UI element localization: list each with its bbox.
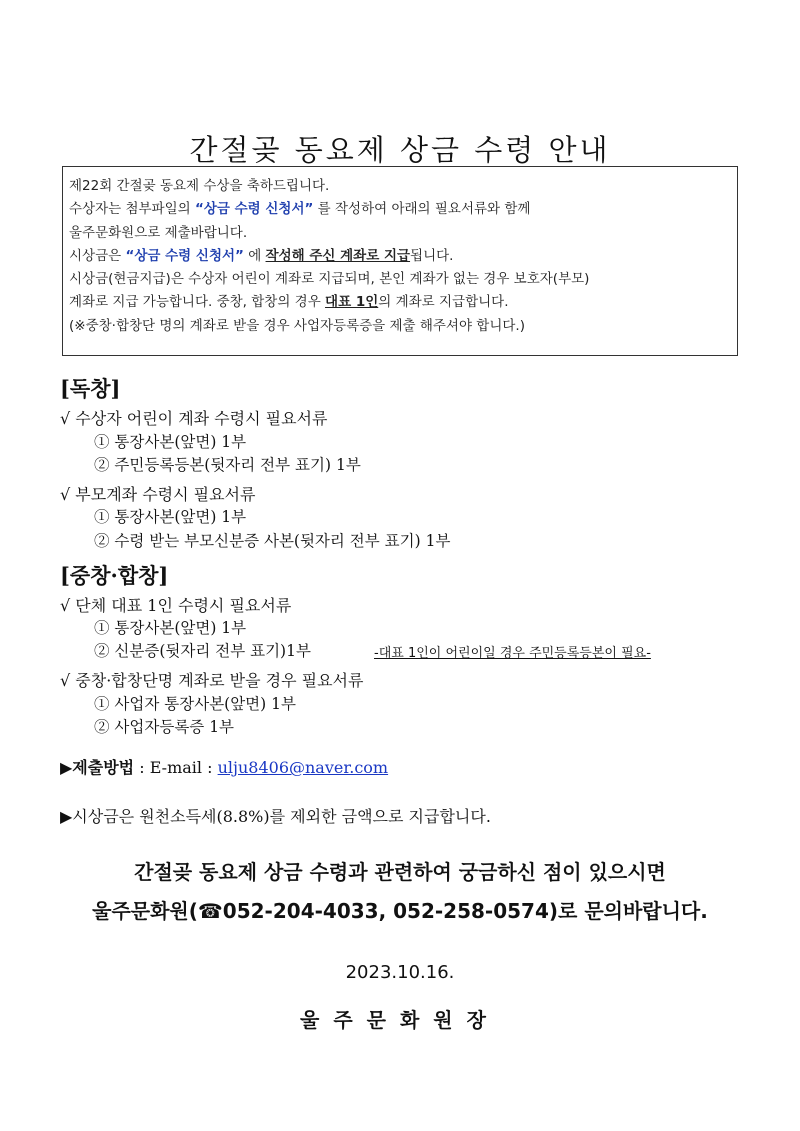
solo-group-2-item: ② 수령 받는 부모신분증 사본(뒷자리 전부 표기) 1부 <box>94 532 451 550</box>
ensemble-heading: [중창·합창] <box>60 563 169 588</box>
ensemble-group-2-item: ① 사업자 통장사본(앞면) 1부 <box>94 695 296 713</box>
notice-line: (※중창·합창단 명의 계좌로 받을 경우 사업자등록증을 제출 해주셔야 합니다.) <box>69 317 525 334</box>
solo-group-1-item: ② 주민등록등본(뒷자리 전부 표기) 1부 <box>94 456 361 474</box>
form-name: “상금 수령 신청서” <box>194 201 314 218</box>
notice-line <box>69 291 731 314</box>
ensemble-group-2-label: √ 중창·합창단명 계좌로 받을 경우 필요서류 <box>60 671 364 690</box>
notice-text: 계좌로 지급 가능합니다. 중창, 합창의 경우 <box>69 294 326 311</box>
notice-text: 에 <box>243 247 266 264</box>
solo-heading: [독창] <box>60 376 121 401</box>
submission-sep: : E-mail : <box>134 758 218 777</box>
solo-group-1-item: ① 통장사본(앞면) 1부 <box>94 433 247 451</box>
representative-note: -대표 1인이 어린이일 경우 주민등록등본이 필요- <box>374 646 651 661</box>
notice-line: 시상금(현금지급)은 수상자 어린이 계좌로 지급되며, 본인 계좌가 없는 경우 보호자(부모) <box>69 271 590 288</box>
solo-group-2-item: ① 통장사본(앞면) 1부 <box>94 508 247 526</box>
page-title: 간절곶 동요제 상금 수령 안내 <box>189 133 611 167</box>
notice-line: 제22회 간절곶 동요제 수상을 축하드립니다. <box>69 178 330 194</box>
submission-line <box>60 755 388 778</box>
notice-text: 를 작성하여 아래의 필요서류와 함께 <box>313 201 531 218</box>
notice-line: 울주문화원으로 제출바랍니다. <box>69 224 248 241</box>
notice-box <box>62 166 738 356</box>
document-date: 2023.10.16. <box>345 962 455 983</box>
notice-text: 시상금은 <box>69 247 126 264</box>
email-link[interactable]: ulju8406@naver.com <box>217 758 389 777</box>
solo-group-2-label: √ 부모계좌 수령시 필요서류 <box>60 485 256 504</box>
closing-line-1: 간절곶 동요제 상금 수령과 관련하여 궁금하신 점이 있으시면 <box>134 860 666 884</box>
ensemble-group-1-item: ② 신분증(뒷자리 전부 표기)1부 <box>94 642 311 660</box>
solo-group-1-label: √ 수상자 어린이 계좌 수령시 필요서류 <box>60 409 328 428</box>
ensemble-group-1-item: ① 통장사본(앞면) 1부 <box>94 619 247 637</box>
signature: 울주문화원장 <box>300 1008 500 1032</box>
tax-note: ▶시상금은 원천소득세(8.8%)를 제외한 금액으로 지급합니다. <box>60 807 491 826</box>
submission-label: ▶제출방법 <box>60 758 135 777</box>
account-emphasis: 작성해 주신 계좌로 지급 <box>265 247 411 264</box>
notice-text: 의 계좌로 지급합니다. <box>378 294 509 311</box>
closing-line-2: 울주문화원(☎052-204-4033, 052-258-0574)로 문의바랍니다. <box>92 899 708 923</box>
notice-line <box>69 198 731 221</box>
ensemble-group-2-item: ② 사업자등록증 1부 <box>94 718 235 736</box>
form-name: “상금 수령 신청서” <box>125 247 244 264</box>
notice-text: 됩니다. <box>410 247 454 264</box>
notice-text: 수상자는 첨부파일의 <box>69 201 195 218</box>
notice-line <box>69 245 731 268</box>
representative-emphasis: 대표 1인 <box>325 294 379 311</box>
ensemble-group-1-label: √ 단체 대표 1인 수령시 필요서류 <box>60 596 292 615</box>
